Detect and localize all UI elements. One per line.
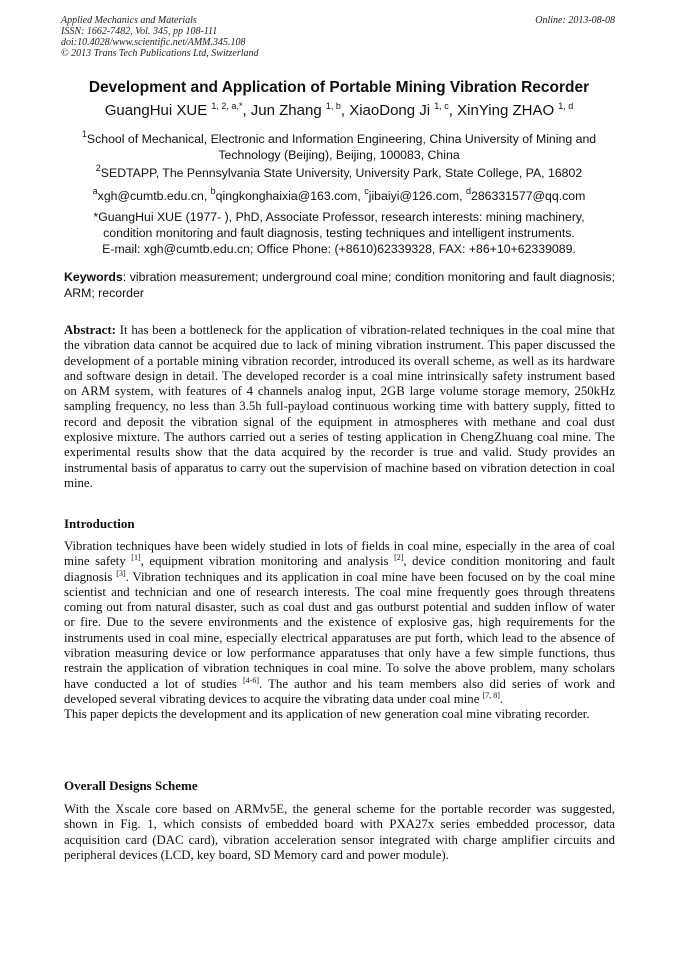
issn-line: ISSN: 1662-7482, Vol. 345, pp 108-111: [61, 26, 218, 37]
affiliation-2: $^2$SEDTAPP, The Pennsylvania State University, University Park, State College, PA, 16802: [95, 163, 583, 180]
copyright-line: © 2013 Trans Tech Publications Ltd, Switzerland: [61, 48, 259, 59]
introduction-heading: Introduction: [64, 516, 135, 531]
introduction-paragraph: Vibration techniques have been widely studied in lots of fields in coal mine, especially in the area of coal mine safety [1], equipment vibration monitoring and analysis [2], device condition monitoring and fault diagnosis [3]. Vibration techniques and its application in coal mine have been focused on by the coal mine scientist and technician and one of research interests. The coal mine frequently goes through threatens coming out from natural disaster, such as coal dust and gas outburst potential and sudden inflow of water or fire. Due to the severe environments and the existence of explosive gas, high requirements for the instruments used in coal mine, especially electrical apparatuses are put forth, which lead to the absence of vibration measuring device or low performance apparatuses that only have a few simple functions, thus restrain the application of vibration techniques in coal mine. To solve the above problem, many scholars have conducted a lot of studies [4-6]. The author and his team members also did series of work and developed several vibrating devices to acquire the vibrating data under coal mine [7, 8]. This paper depicts the development and its application of new generation coal mine vibrating recorder.: [64, 539, 616, 722]
online-date: Online: 2013-08-08: [535, 15, 615, 26]
author: XiaoDong Ji $^{1, c}$,: [349, 101, 458, 119]
author: Jun Zhang $^{1, b}$,: [250, 101, 350, 119]
abstract: Abstract: It has been a bottleneck for the application of vibration-related techniques in the coal mine that the vibration data cannot be acquired due to lack of mining vibration instrument. This paper discussed the development of a portable mining vibration recorder, introduced its overall scheme, as well as its hardware and software design in detail. The developed recorder is a coal mine intrinsically safety instrument based on ARM system, with features of 4 channels analog input, 2GB large volume storage memory, 250kHz sampling frequency, no less than 3.5h full-payload continuous working time with battery supply, fitted to record and deposit the vibration signal of the equipment in atmospheres with methane and coal dust explosive mixture. The authors carried out a series of testing application in ChengZhuang coal mine. The experimental results show that the data acquired by the recorder is true and valid. Study provides an instrumental basis of apparatus to carry out the supervision of machine based on vibration detection in coal mine.: [64, 323, 615, 490]
corresponding-author: *GuangHui XUE (1977- ), PhD, Associate Professor, research interests: mining machinery, condition monitoring and fault diagnosis, testing techniques and intelligent instruments. E-mail: xgh@cumtb.edu.cn; Office Phone: (+8610)62339328, FAX: +86+10+62339089.: [93, 210, 585, 256]
email-list: [60, 188, 618, 204]
email: $^d$286331577@qq.com: [465, 186, 586, 203]
email: $^c$jibaiyi@126.com,: [364, 186, 466, 203]
affiliation-1: $^1$School of Mechanical, Electronic and Information Engineering, China University of Mining and Technology (Beijing), Beijing, 100083, China: [81, 129, 597, 162]
journal-name: Applied Mechanics and Materials: [61, 15, 197, 26]
email: $^b$qingkonghaixia@163.com,: [210, 186, 365, 203]
journal-header: [61, 15, 259, 59]
author: XinYing ZHAO $^{1, d}$: [457, 101, 574, 119]
overall-heading: Overall Designs Scheme: [64, 778, 198, 793]
author: GuangHui XUE $^{1, 2, a,*}$,: [104, 101, 251, 119]
email: $^a$xgh@cumtb.edu.cn,: [92, 186, 211, 203]
author-list: [20, 102, 658, 119]
overall-paragraph: With the Xscale core based on ARMv5E, the general scheme for the portable recorder was suggested, shown in Fig. 1, which consists of embedded board with PXA27x series embedded processor, data acquisition card (DAC card), vibration acceleration sensor integrated with charge amplifier circuits and peripheral devices (LCD, key board, SD Memory card and power module).: [64, 802, 615, 862]
doi-line: doi:10.4028/www.scientific.net/AMM.345.108: [61, 37, 246, 48]
keywords: Keywords: vibration measurement; underground coal mine; condition monitoring and fault diagnosis; ARM; recorder: [64, 270, 615, 300]
paper-title: Development and Application of Portable Mining Vibration Recorder: [88, 79, 590, 96]
